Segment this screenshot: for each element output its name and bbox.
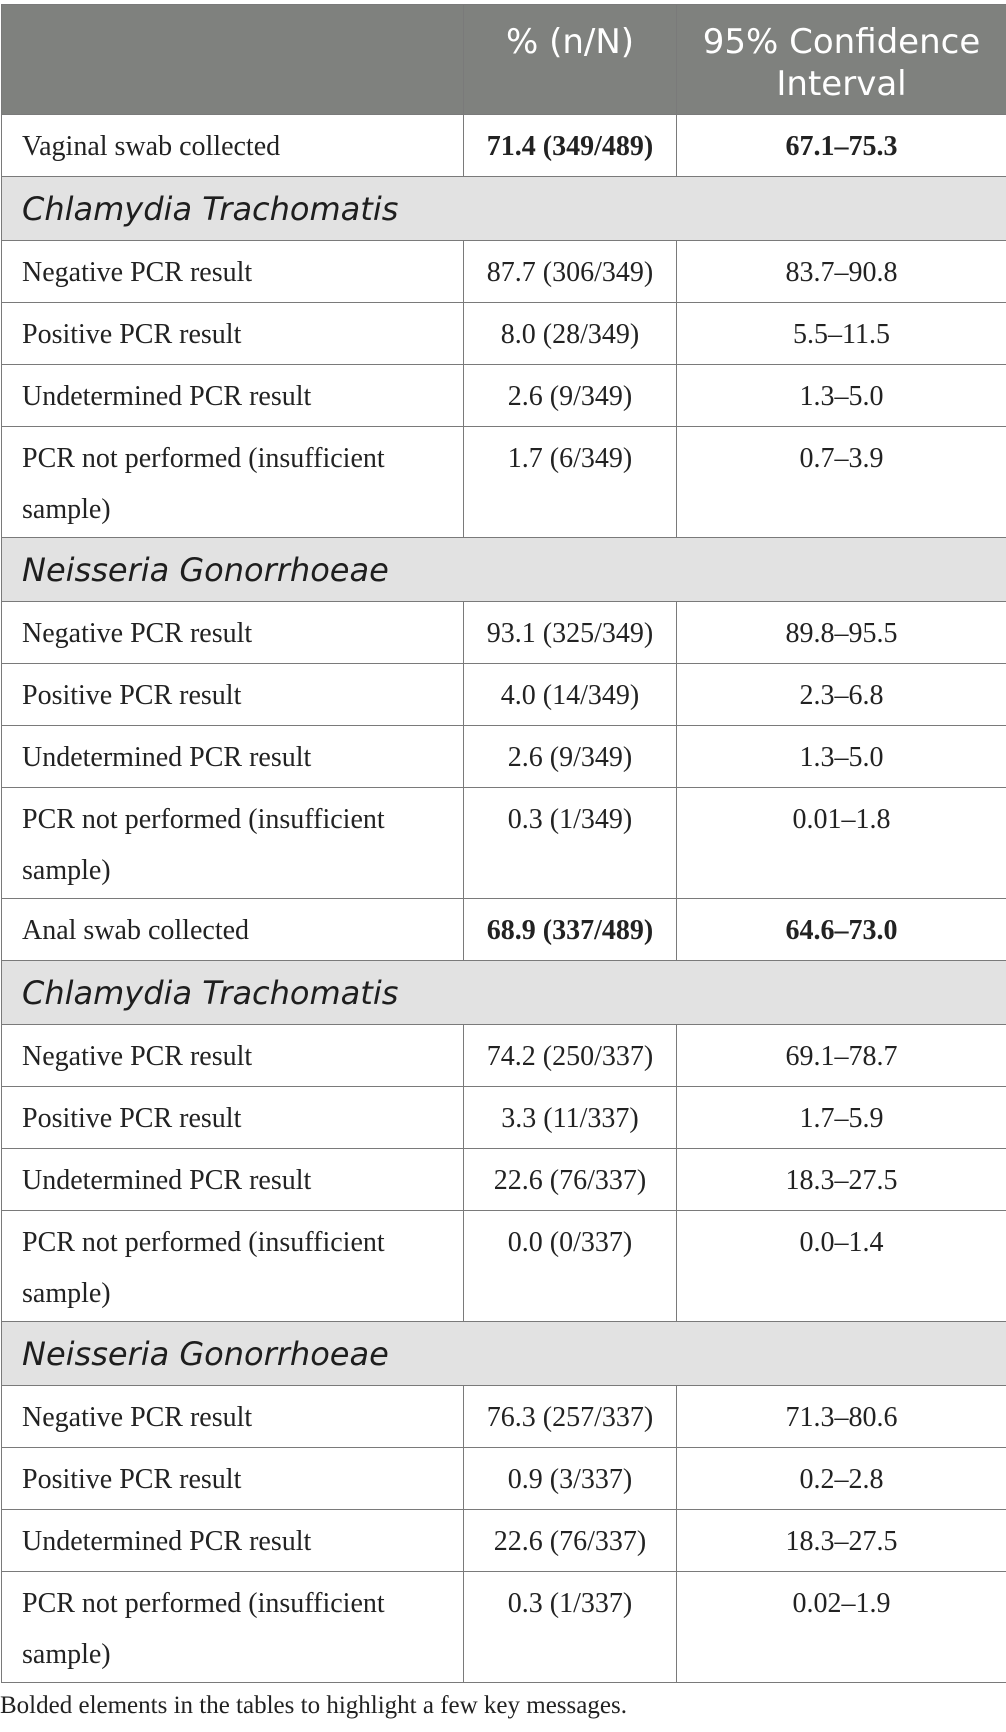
table-row: [2, 303, 1006, 365]
table-row: [2, 1087, 1006, 1149]
section-title: Chlamydia Trachomatis: [2, 961, 1006, 1025]
section-row: [2, 177, 1006, 241]
row-ci: 18.3–27.5: [677, 1149, 1006, 1211]
table-row: [2, 1572, 1006, 1683]
section-row: [2, 538, 1006, 602]
row-label: Positive PCR result: [2, 664, 464, 726]
row-percent: 87.7 (306/349): [464, 241, 677, 303]
row-ci: 83.7–90.8: [677, 241, 1006, 303]
row-label: Negative PCR result: [2, 1025, 464, 1087]
row-label: Negative PCR result: [2, 1386, 464, 1448]
row-label: Positive PCR result: [2, 1087, 464, 1149]
row-percent: 3.3 (11/337): [464, 1087, 677, 1149]
pcr-results-table: [1, 4, 1006, 1683]
row-percent: 74.2 (250/337): [464, 1025, 677, 1087]
row-percent: 2.6 (9/349): [464, 726, 677, 788]
row-percent: 0.3 (1/349): [464, 788, 677, 899]
row-percent: 93.1 (325/349): [464, 602, 677, 664]
row-label: Positive PCR result: [2, 303, 464, 365]
row-ci: 1.3–5.0: [677, 726, 1006, 788]
row-label: PCR not performed (insufficient sample): [2, 788, 464, 899]
row-percent: 4.0 (14/349): [464, 664, 677, 726]
table-row: [2, 788, 1006, 899]
row-percent: 68.9 (337/489): [464, 899, 677, 961]
table-row: [2, 602, 1006, 664]
row-label: Negative PCR result: [2, 241, 464, 303]
row-label: Undetermined PCR result: [2, 726, 464, 788]
row-ci: 0.02–1.9: [677, 1572, 1006, 1683]
row-percent: 71.4 (349/489): [464, 115, 677, 177]
header-blank: [2, 5, 464, 115]
table-footnote: Bolded elements in the tables to highlight a few key messages.: [0, 1692, 627, 1719]
row-label: Vaginal swab collected: [2, 115, 464, 177]
row-label: PCR not performed (insufficient sample): [2, 1572, 464, 1683]
row-percent: 1.7 (6/349): [464, 427, 677, 538]
table-row: [2, 726, 1006, 788]
row-ci: 0.7–3.9: [677, 427, 1006, 538]
row-ci: 0.0–1.4: [677, 1211, 1006, 1322]
section-title: Chlamydia Trachomatis: [2, 177, 1006, 241]
row-percent: 22.6 (76/337): [464, 1149, 677, 1211]
row-percent: 0.9 (3/337): [464, 1448, 677, 1510]
table-row: [2, 664, 1006, 726]
row-percent: 76.3 (257/337): [464, 1386, 677, 1448]
table-row: [2, 365, 1006, 427]
row-label: Anal swab collected: [2, 899, 464, 961]
table-row: [2, 241, 1006, 303]
row-ci: 1.7–5.9: [677, 1087, 1006, 1149]
section-title: Neisseria Gonorrhoeae: [2, 1322, 1006, 1386]
row-ci: 2.3–6.8: [677, 664, 1006, 726]
table-row: [2, 899, 1006, 961]
section-title: Neisseria Gonorrhoeae: [2, 538, 1006, 602]
row-ci: 0.01–1.8: [677, 788, 1006, 899]
section-row: [2, 961, 1006, 1025]
results-table-container: [0, 4, 1006, 1683]
row-label: PCR not performed (insufficient sample): [2, 427, 464, 538]
table-row: [2, 1025, 1006, 1087]
row-percent: 0.0 (0/337): [464, 1211, 677, 1322]
row-ci: 71.3–80.6: [677, 1386, 1006, 1448]
table-row: [2, 1149, 1006, 1211]
table-row: [2, 115, 1006, 177]
row-label: Positive PCR result: [2, 1448, 464, 1510]
header-percent: % (n/N): [464, 5, 677, 115]
row-percent: 2.6 (9/349): [464, 365, 677, 427]
row-label: Negative PCR result: [2, 602, 464, 664]
row-percent: 22.6 (76/337): [464, 1510, 677, 1572]
row-ci: 69.1–78.7: [677, 1025, 1006, 1087]
row-percent: 0.3 (1/337): [464, 1572, 677, 1683]
table-row: [2, 427, 1006, 538]
row-label: PCR not performed (insufficient sample): [2, 1211, 464, 1322]
row-ci: 67.1–75.3: [677, 115, 1006, 177]
table-row: [2, 1448, 1006, 1510]
row-label: Undetermined PCR result: [2, 365, 464, 427]
row-ci: 18.3–27.5: [677, 1510, 1006, 1572]
section-row: [2, 1322, 1006, 1386]
row-ci: 5.5–11.5: [677, 303, 1006, 365]
row-label: Undetermined PCR result: [2, 1510, 464, 1572]
table-header-row: [2, 5, 1006, 115]
row-ci: 0.2–2.8: [677, 1448, 1006, 1510]
row-percent: 8.0 (28/349): [464, 303, 677, 365]
row-label: Undetermined PCR result: [2, 1149, 464, 1211]
table-row: [2, 1510, 1006, 1572]
row-ci: 89.8–95.5: [677, 602, 1006, 664]
row-ci: 64.6–73.0: [677, 899, 1006, 961]
header-ci: 95% Confidence Interval: [677, 5, 1006, 115]
table-row: [2, 1211, 1006, 1322]
row-ci: 1.3–5.0: [677, 365, 1006, 427]
table-row: [2, 1386, 1006, 1448]
